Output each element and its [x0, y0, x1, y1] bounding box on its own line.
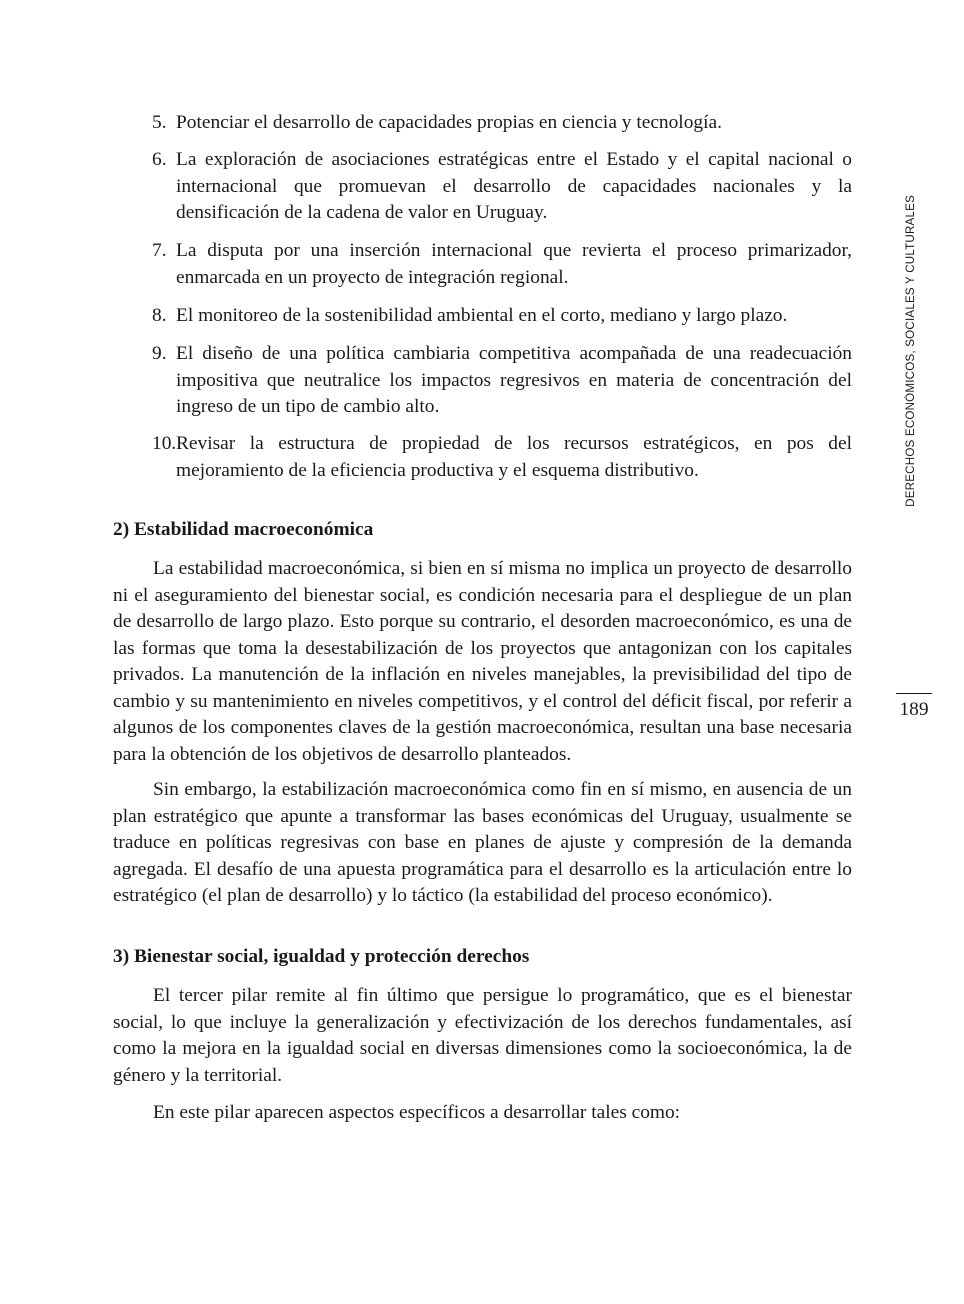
list-item-text: Potenciar el desarrollo de capacidades propias en ciencia y tecnología.: [176, 112, 722, 133]
body-paragraph: En este pilar aparecen aspectos específicos a desarrollar tales como:: [153, 1102, 681, 1123]
page-number-rule: [896, 693, 932, 694]
list-item: [152, 110, 852, 137]
list-item-text: El monitoreo de la sostenibilidad ambiental en el corto, mediano y largo plazo.: [176, 305, 788, 326]
body-paragraph: La estabilidad macroeconómica, si bien en sí misma no implica un proyecto de desarrollo ni el aseguramiento del bienestar social, es condición necesaria para el despliegue de un plan de desarrollo de largo plazo. Esto porque su contrario, el desorden macroeconómico, es una de las formas que toma la desestabilización de los proyectos que antagonizan con los capitales privados. La manutención de la inflación en niveles manejables, la previsibilidad del tipo de cambio y su mantenimiento en niveles competitivos, y el control del déficit fiscal, por referir a algunos de los componentes claves de la gestión macroeconómica, resultan una base necesaria para la obtención de los objetivos de desarrollo planteados.: [113, 558, 852, 765]
body-paragraph: Sin embargo, la estabilización macroeconómica como fin en sí mismo, en ausencia de un plan estratégico que apunte a transformar las bases económicas del Uruguay, usualmente se traduce en políticas regresivas con base en planes de ajuste y compresión de la demanda agregada. El desafío de una apuesta programática para el desarrollo es la articulación entre lo estratégico (el plan de desarrollo) y lo táctico (la estabilidad del proceso económico).: [113, 779, 852, 906]
list-item: [152, 303, 852, 330]
list-item: [152, 341, 852, 421]
page-number: 189: [899, 699, 929, 720]
body-paragraph: El tercer pilar remite al fin último que persigue lo programático, que es el bienestar social, lo que incluye la generalización y efectivización de los derechos fundamentales, así como la mejora en la igualdad social en diversas dimensiones como la socioeconómica, la de género y la territorial.: [113, 985, 852, 1086]
list-item-number: 6.: [152, 149, 167, 170]
list-item-number: 9.: [152, 343, 167, 364]
list-item: [152, 147, 852, 227]
list-item-text: La disputa por una inserción internacional que revierta el proceso primarizador, enmarcada en un proyecto de integración regional.: [176, 240, 852, 288]
list-item-number: 10.: [152, 433, 177, 454]
list-item-text: El diseño de una política cambiaria competitiva acompañada de una readecuación impositiva que neutralice los impactos regresivos en materia de concentración del ingreso de un tipo de cambio alto.: [176, 343, 852, 417]
list-item-text: Revisar la estructura de propiedad de los recursos estratégicos, en pos del mejoramiento de la eficiencia productiva y el esquema distributivo.: [176, 433, 852, 481]
list-item-number: 5.: [152, 112, 167, 133]
list-item: [152, 238, 852, 291]
list-item-number: 8.: [152, 305, 167, 326]
running-side-label: [903, 195, 919, 511]
list-item-text: La exploración de asociaciones estratégicas entre el Estado y el capital nacional o internacional que promuevan el desarrollo de capacidades nacionales y la densificación de la cadena de valor en Uruguay.: [176, 149, 852, 223]
section-heading: 3) Bienestar social, igualdad y protección derechos: [113, 946, 530, 967]
section-heading: 2) Estabilidad macroeconómica: [113, 519, 374, 540]
list-item-number: 7.: [152, 240, 167, 261]
list-item: [152, 431, 852, 484]
side-label-text: DERECHOS ECONÓMICOS, SOCIALES Y CULTURALES: [904, 195, 917, 507]
